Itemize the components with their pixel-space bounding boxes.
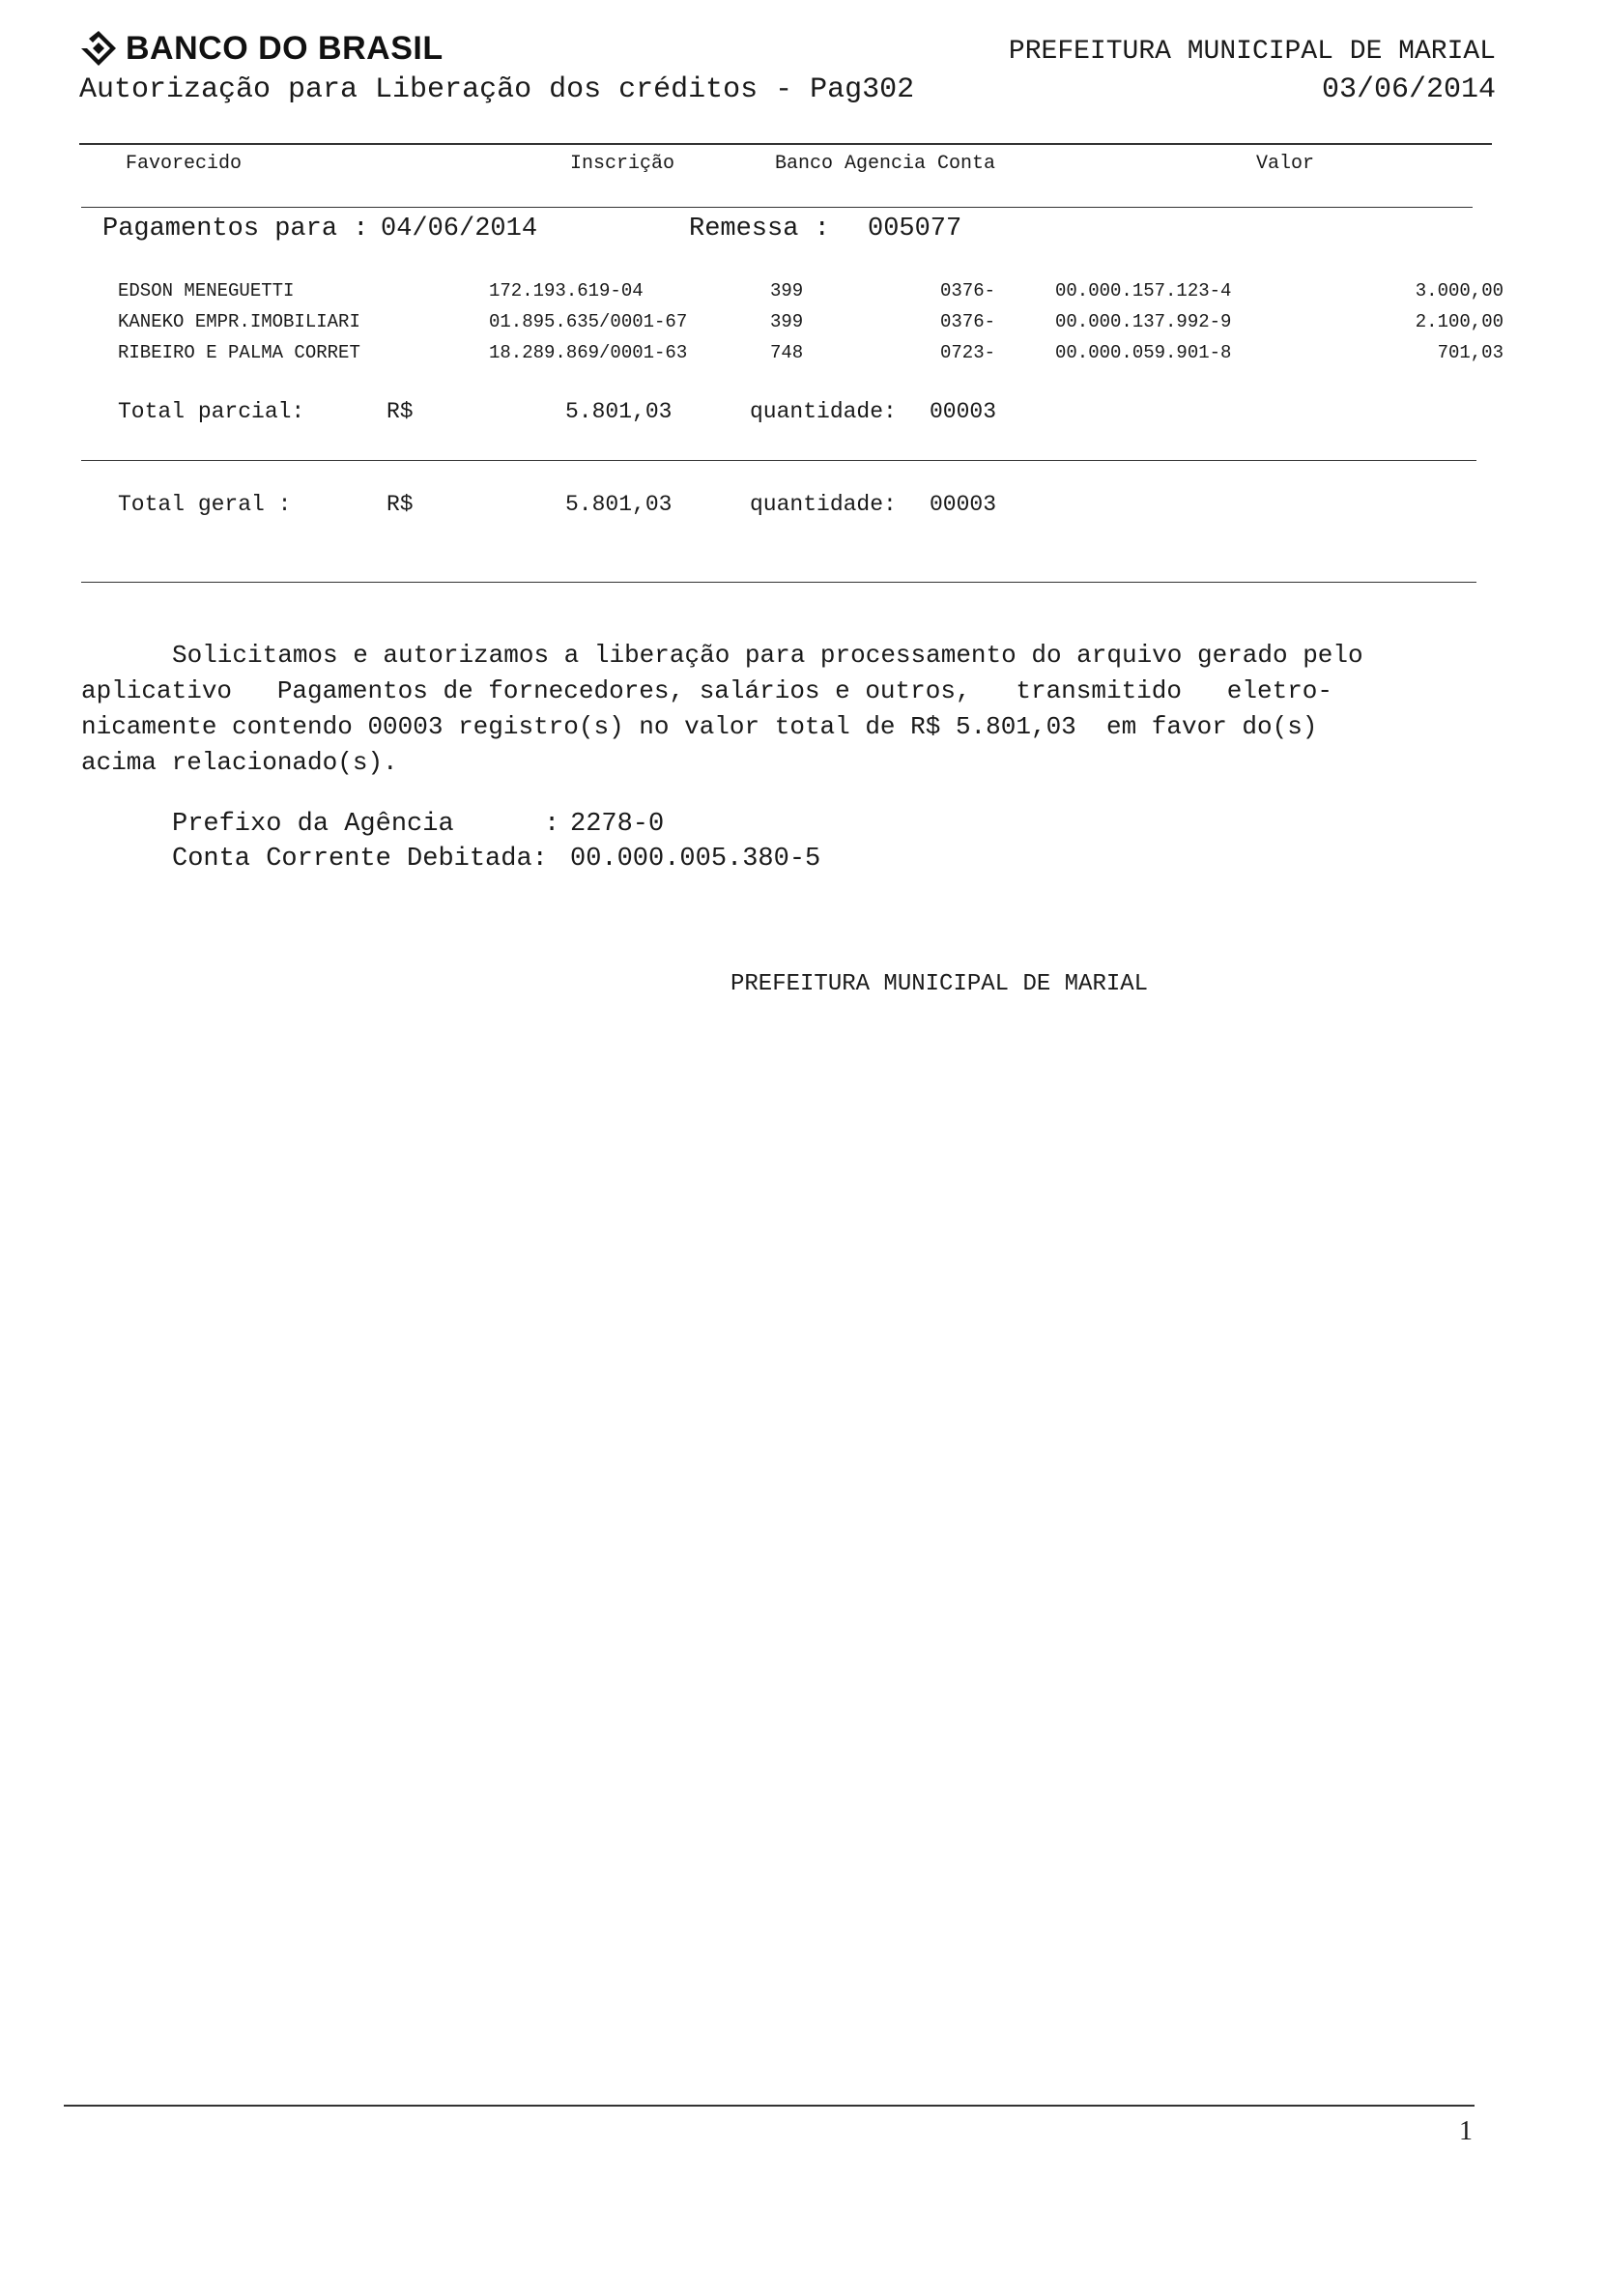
organization-name: PREFEITURA MUNICIPAL DE MARIAL — [1008, 37, 1496, 67]
total-parcial-currency: R$ — [387, 399, 414, 424]
conta-label: Conta Corrente Debitada: — [172, 845, 548, 874]
row-banco: 399 — [770, 280, 804, 301]
total-geral-value: 5.801,03 — [565, 492, 673, 517]
total-parcial-value: 5.801,03 — [565, 399, 673, 424]
row-favorecido: EDSON MENEGUETTI — [118, 280, 295, 301]
row-agencia: 0376- — [940, 311, 996, 332]
total-divider — [81, 460, 1476, 461]
total-parcial-label: Total parcial: — [118, 399, 305, 424]
total-geral-qty: 00003 — [930, 492, 997, 517]
document-title: Autorização para Liberação dos créditos - Pag302 — [79, 73, 915, 106]
paragraph-line: Solicitamos e autorizamos a liberação para processamento do arquivo gerado pelo — [172, 641, 1363, 670]
row-conta: 00.000.059.901-8 — [1055, 342, 1232, 363]
remessa-number: 005077 — [868, 215, 962, 244]
prefixo-separator: : — [544, 810, 560, 839]
paragraph-line: aplicativo Pagamentos de fornecedores, salários e outros, transmitido eletro- — [81, 676, 1333, 705]
header-divider — [79, 143, 1492, 145]
banco-do-brasil-logo-icon — [79, 29, 118, 68]
signature-organization: PREFEITURA MUNICIPAL DE MARIAL — [730, 971, 1149, 997]
row-agencia: 0376- — [940, 280, 996, 301]
paragraph-line: nicamente contendo 00003 registro(s) no valor total de R$ 5.801,03 em favor do(s) — [81, 712, 1318, 741]
bank-name: BANCO DO BRASIL — [126, 29, 444, 67]
prefixo-value: 2278-0 — [570, 810, 665, 839]
total-geral-qty-label: quantidade: — [750, 492, 897, 517]
row-banco: 748 — [770, 342, 804, 363]
authorization-paragraph — [81, 638, 1511, 781]
total-parcial-qty: 00003 — [930, 399, 997, 424]
column-header-favorecido: Favorecido — [126, 153, 243, 175]
row-conta: 00.000.157.123-4 — [1055, 280, 1232, 301]
column-header-banco-agencia-conta: Banco Agencia Conta — [775, 153, 996, 175]
footer-divider — [64, 2105, 1475, 2107]
geral-divider — [81, 582, 1476, 583]
row-valor: 2.100,00 — [1415, 311, 1504, 332]
conta-value: 00.000.005.380-5 — [570, 845, 821, 874]
row-favorecido: RIBEIRO E PALMA CORRET — [118, 342, 360, 363]
prefixo-label: Prefixo da Agência — [172, 810, 454, 839]
columns-divider — [81, 207, 1473, 208]
row-conta: 00.000.137.992-9 — [1055, 311, 1232, 332]
column-header-valor: Valor — [1256, 153, 1315, 175]
page-number: 1 — [1459, 2116, 1473, 2146]
row-inscricao: 01.895.635/0001-67 — [489, 311, 688, 332]
row-favorecido: KANEKO EMPR.IMOBILIARI — [118, 311, 360, 332]
total-geral-currency: R$ — [387, 492, 414, 517]
row-valor: 701,03 — [1437, 342, 1504, 363]
column-header-inscricao: Inscrição — [570, 153, 675, 175]
row-inscricao: 172.193.619-04 — [489, 280, 644, 301]
paragraph-line: acima relacionado(s). — [81, 748, 398, 777]
total-geral-label: Total geral : — [118, 492, 292, 517]
payment-date: 04/06/2014 — [381, 215, 538, 244]
total-parcial-qty-label: quantidade: — [750, 399, 897, 424]
document-date: 03/06/2014 — [1321, 73, 1496, 106]
row-valor: 3.000,00 — [1415, 280, 1504, 301]
row-agencia: 0723- — [940, 342, 996, 363]
row-inscricao: 18.289.869/0001-63 — [489, 342, 688, 363]
bank-logo — [79, 29, 444, 68]
row-banco: 399 — [770, 311, 804, 332]
remessa-label: Remessa : — [689, 215, 830, 244]
payment-date-label: Pagamentos para : — [102, 215, 369, 244]
